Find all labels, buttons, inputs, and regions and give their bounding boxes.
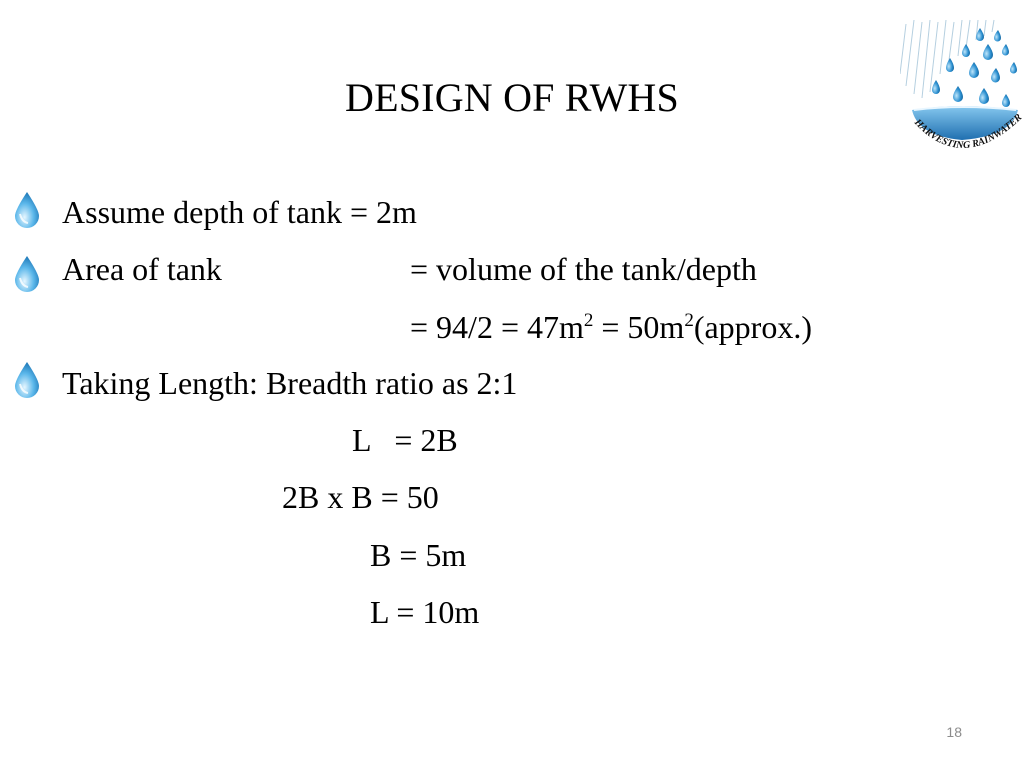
area-formula: = volume of the tank/depth [410, 251, 757, 287]
equation-l: L = 10m [370, 594, 480, 630]
area-calc-part1: = 94/2 = 47m [410, 309, 584, 345]
equation-b: B = 5m [370, 537, 467, 573]
area-calculation [410, 307, 812, 347]
area-calc-part3: (approx.) [693, 309, 812, 345]
area-calc-sup2: 2 [684, 310, 694, 331]
equation-2bxb: 2B x B = 50 [282, 479, 439, 515]
page-number: 18 [946, 724, 962, 740]
bullet-text-depth: Assume depth of tank = 2m [62, 194, 417, 230]
bullet-label-area: Area of tank [62, 251, 222, 287]
area-calc-part2: = 50m [593, 309, 685, 345]
bullet-text-ratio: Taking Length: Breadth ratio as 2:1 [62, 365, 518, 401]
water-drop-bullet-icon [12, 254, 42, 294]
area-calc-sup1: 2 [583, 310, 594, 331]
harvesting-rainwater-logo [900, 14, 1024, 174]
slide-title: DESIGN OF RWHS [345, 75, 679, 120]
water-drop-bullet-icon [12, 360, 42, 400]
water-drop-bullet-icon [12, 190, 42, 230]
equation-l-2b: L = 2B [352, 422, 458, 458]
logo-text: HARVESTING RAINWATER [911, 111, 1024, 152]
